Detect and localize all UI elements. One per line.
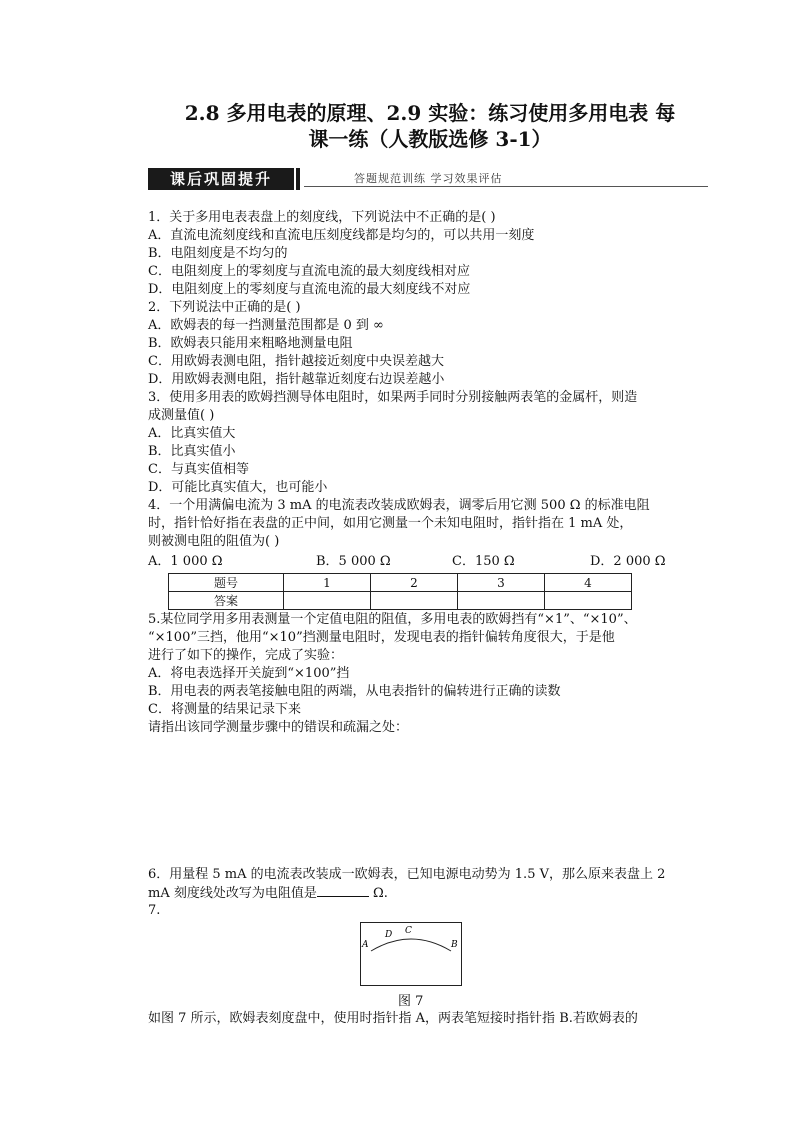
text-line: C．与真实值相等 bbox=[148, 462, 249, 477]
text-line: 3．使用多用表的欧姆挡测导体电阻时，如果两手同时分别接触两表笔的金属杆，则造 bbox=[148, 390, 638, 405]
text-line: D．用欧姆表测电阻，指针越靠近刻度右边误差越小 bbox=[148, 372, 445, 387]
banner-rule bbox=[304, 186, 708, 187]
text-line: B．欧姆表只能用来粗略地测量电阻 bbox=[148, 336, 353, 351]
text-fragment: mA 刻度线处改写为电阻值是 bbox=[148, 886, 317, 901]
text-line: 如图 7 所示，欧姆表刻度盘中，使用时指针指 A，两表笔短接时指针指 B.若欧姆表的 bbox=[148, 1011, 638, 1026]
text-line: 6．用量程 5 mA 的电流表改装成一欧姆表，已知电源电动势为 1.5 V，那么原来表盘上 2 bbox=[148, 867, 666, 882]
text-line: C．将测量的结果记录下来 bbox=[148, 702, 301, 717]
answer-cell bbox=[545, 592, 632, 610]
table-row bbox=[169, 592, 632, 610]
question-number: 7. bbox=[148, 903, 161, 918]
text-line: 4．一个用满偏电流为 3 mA 的电流表改装成欧姆表，调零后用它测 500 Ω 的标准电阻 bbox=[148, 498, 650, 513]
label-b: B bbox=[451, 940, 458, 950]
text-line: D．可能比真实值大，也可能小 bbox=[148, 480, 328, 495]
q4-option-d: D．2 000 Ω bbox=[590, 554, 666, 569]
text-line: A．将电表选择开关旋到“×100”挡 bbox=[148, 666, 350, 681]
text-line: B．用电表的两表笔接触电阻的两端，从电表指针的偏转进行正确的读数 bbox=[148, 684, 561, 699]
text-line: C．用欧姆表测电阻，指针越接近刻度中央误差越大 bbox=[148, 354, 444, 369]
section-banner bbox=[148, 168, 708, 190]
text-line: B．电阻刻度是不均匀的 bbox=[148, 246, 288, 261]
text-line: A．欧姆表的每一挡测量范围都是 0 到 ∞ bbox=[148, 318, 384, 333]
banner-subtitle: 答题规范训练 学习效果评估 bbox=[354, 172, 503, 185]
text-line bbox=[148, 884, 388, 903]
text-line: 请指出该同学测量步骤中的错误和疏漏之处： bbox=[148, 720, 409, 735]
table-row bbox=[169, 574, 632, 592]
figure-caption: 图 7 bbox=[398, 994, 424, 1009]
text-line: 成测量值( ) bbox=[148, 408, 215, 423]
text-line: C．电阻刻度上的零刻度与直流电流的最大刻度线相对应 bbox=[148, 264, 470, 279]
table-cell: 答案 bbox=[169, 592, 284, 610]
scale-arc bbox=[371, 939, 451, 951]
text-line: 2．下列说法中正确的是( ) bbox=[148, 300, 301, 315]
text-line: A．比真实值大 bbox=[148, 426, 236, 441]
q4-option-a: A．1 000 Ω bbox=[148, 554, 223, 569]
answer-cell bbox=[371, 592, 458, 610]
text-line: 时，指针恰好指在表盘的正中间，如用它测量一个未知电阻时，指针指在 1 mA 处， bbox=[148, 516, 633, 531]
text-line: 1．关于多用电表表盘上的刻度线，下列说法中不正确的是( ) bbox=[148, 210, 496, 225]
table-cell: 3 bbox=[458, 574, 545, 592]
q4-option-c: C．150 Ω bbox=[452, 554, 515, 569]
text-line: 则被测电阻的阻值为( ) bbox=[148, 534, 280, 549]
table-cell: 题号 bbox=[169, 574, 284, 592]
text-line: A．直流电流刻度线和直流电压刻度线都是均匀的，可以共用一刻度 bbox=[148, 228, 535, 243]
text-fragment: Ω. bbox=[368, 886, 388, 901]
answer-cell bbox=[284, 592, 371, 610]
fill-blank bbox=[317, 884, 369, 897]
table-cell: 1 bbox=[284, 574, 371, 592]
text-line: D．电阻刻度上的零刻度与直流电流的最大刻度线不对应 bbox=[148, 282, 471, 297]
page-title-line-1: 2.8 多用电表的原理、2.9 实验：练习使用多用电表 每 bbox=[184, 101, 676, 125]
scale-arc-diagram bbox=[361, 923, 461, 985]
banner-tag: 课后巩固提升 bbox=[148, 168, 294, 190]
text-line: “×100”三挡，他用“×10”挡测量电阻时，发现电表的指针偏转角度很大，于是他 bbox=[148, 630, 615, 645]
answer-cell bbox=[458, 592, 545, 610]
answer-table bbox=[168, 573, 632, 610]
label-d: D bbox=[385, 930, 393, 940]
page-title-line-2: 课一练（人教版选修 3-1） bbox=[308, 127, 552, 151]
text-line: B．比真实值小 bbox=[148, 444, 236, 459]
q4-option-b: B．5 000 Ω bbox=[316, 554, 391, 569]
text-line: 5.某位同学用多用表测量一个定值电阻的阻值，多用电表的欧姆挡有“×1”、“×10”、 bbox=[148, 612, 637, 627]
table-cell: 4 bbox=[545, 574, 632, 592]
figure-7 bbox=[360, 922, 462, 986]
table-cell: 2 bbox=[371, 574, 458, 592]
label-c: C bbox=[405, 926, 412, 936]
text-line: 进行了如下的操作，完成了实验： bbox=[148, 648, 344, 663]
label-a: A bbox=[362, 940, 369, 950]
